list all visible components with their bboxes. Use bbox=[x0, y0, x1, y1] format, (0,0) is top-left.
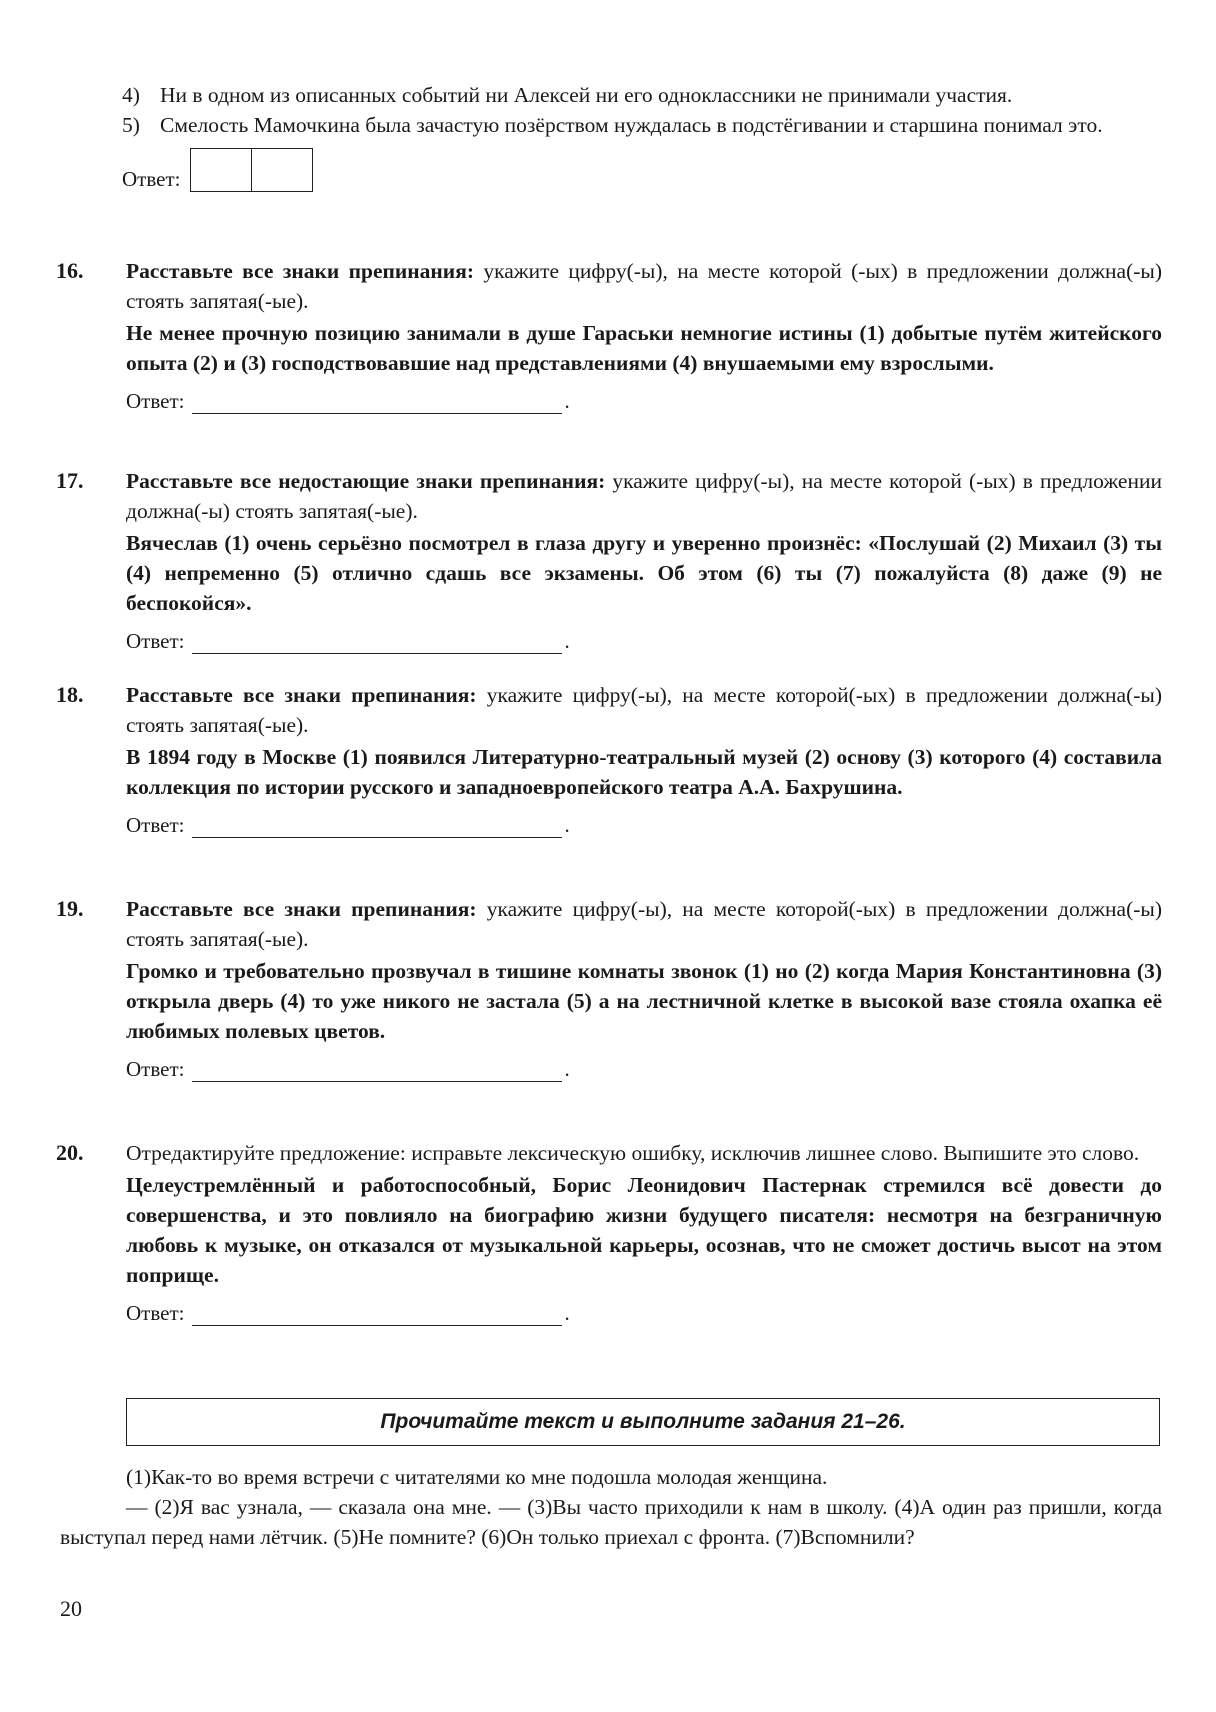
task-number: 20. bbox=[56, 1140, 84, 1165]
option-number: 5) bbox=[122, 113, 140, 137]
page-number: 20 bbox=[60, 1596, 82, 1621]
instruction-bold: Расставьте все недостающие знаки препинания: bbox=[126, 469, 606, 493]
task-instruction bbox=[126, 256, 1162, 316]
task-18 bbox=[56, 680, 1162, 838]
reading-paragraph: — (2)Я вас узнала, — сказала она мне. — (3)Вы часто приходили к нам в школу. (4)А один раз пришли, когда выступал перед нами лётчик. (5)Не помните? (6)Он только приехал с фронта. (7)Вспомнили? bbox=[60, 1495, 1162, 1549]
instruction-text: Отредактируйте предложение: исправьте лексическую ошибку, исключив лишнее слово. Выпишите это слово. bbox=[126, 1141, 1140, 1165]
reading-text bbox=[60, 1462, 1162, 1552]
task-instruction bbox=[126, 1138, 1162, 1168]
instruction-bold: Расставьте все знаки препинания: bbox=[126, 897, 477, 921]
answer-line[interactable] bbox=[192, 1059, 562, 1082]
answer-line-row bbox=[126, 1052, 1162, 1082]
task-15-answer bbox=[122, 146, 1162, 192]
instruction-bold: Расставьте все знаки препинания: bbox=[126, 259, 474, 283]
answer-line-row bbox=[126, 1296, 1162, 1326]
task-17 bbox=[56, 466, 1162, 654]
task-20 bbox=[56, 1138, 1162, 1326]
answer-line-row bbox=[126, 808, 1162, 838]
task-19 bbox=[56, 894, 1162, 1082]
reading-instruction-banner: Прочитайте текст и выполните задания 21–26. bbox=[126, 1398, 1160, 1446]
answer-period: . bbox=[564, 1057, 570, 1081]
answer-line-row bbox=[126, 624, 1162, 654]
task-instruction bbox=[126, 466, 1162, 526]
task-16 bbox=[56, 256, 1162, 414]
answer-box-2[interactable] bbox=[251, 149, 312, 191]
answer-period: . bbox=[564, 813, 570, 837]
instruction-text: укажите цифру(-ы), на месте которой (-ых) в предложении должна(-ы) стоять запятая(-ые). bbox=[126, 259, 1163, 313]
answer-boxes[interactable] bbox=[190, 148, 313, 192]
instruction-text: укажите цифру(-ы), на месте которой(-ых) в предложении должна(-ы) стоять запятая(-ые). bbox=[126, 897, 1163, 951]
answer-label: Ответ: bbox=[126, 813, 185, 837]
instruction-bold: Расставьте все знаки препинания: bbox=[126, 683, 477, 707]
task-sentence: Громко и требовательно прозвучал в тишине комнаты звонок (1) но (2) когда Мария Константиновна (3) открыла дверь (4) то уже никого не застала (5) а на лестничной клетке в высокой вазе стояла охапка её любимых полевых цветов. bbox=[126, 959, 1162, 1043]
option-5 bbox=[122, 110, 1162, 140]
answer-period: . bbox=[564, 389, 570, 413]
task-number: 16. bbox=[56, 258, 84, 283]
answer-label: Ответ: bbox=[126, 1057, 185, 1081]
task-number: 19. bbox=[56, 896, 84, 921]
task-sentence: Целеустремлённый и работоспособный, Борис Леонидович Пастернак стремился всё довести до совершенства, и это повлияло на биографию жизни будущего писателя: несмотря на безграничную любовь к музыке, он отказался от музыкальной карьеры, осознав, что не сможет достичь высот на этом поприще. bbox=[126, 1173, 1162, 1287]
answer-period: . bbox=[564, 1301, 570, 1325]
answer-period: . bbox=[564, 629, 570, 653]
option-text: Ни в одном из описанных событий ни Алексей ни его одноклассники не принимали участия. bbox=[160, 83, 1013, 107]
task-sentence: Вячеслав (1) очень серьёзно посмотрел в глаза другу и уверенно произнёс: «Послушай (2) Михаил (3) ты (4) непременно (5) отлично сдашь все экзамены. Об этом (6) ты (7) пожалуйста (8) даже (9) не беспокойся». bbox=[126, 531, 1162, 615]
answer-label: Ответ: bbox=[122, 167, 181, 191]
task-sentence: В 1894 году в Москве (1) появился Литературно-театральный музей (2) основу (3) которого (4) составила коллекция по истории русского и западноевропейского театра А.А. Бахрушина. bbox=[126, 745, 1162, 799]
answer-line[interactable] bbox=[192, 1303, 562, 1326]
answer-label: Ответ: bbox=[126, 629, 185, 653]
task-instruction bbox=[126, 680, 1162, 740]
instruction-text: укажите цифру(-ы), на месте которой(-ых) в предложении должна(-ы) стоять запятая(-ые). bbox=[126, 683, 1163, 737]
task-number: 17. bbox=[56, 468, 84, 493]
task-sentence: Не менее прочную позицию занимали в душе Гараськи немногие истины (1) добытые путём житейского опыта (2) и (3) господствовавшие над представлениями (4) внушаемыми ему взрослыми. bbox=[126, 321, 1162, 375]
task-number: 18. bbox=[56, 682, 84, 707]
instruction-text: укажите цифру(-ы), на месте которой (-ых) в предложении должна(-ы) стоять запятая(-ые). bbox=[126, 469, 1162, 523]
option-4 bbox=[122, 80, 1162, 110]
answer-line[interactable] bbox=[192, 631, 562, 654]
answer-box-1[interactable] bbox=[191, 149, 251, 191]
answer-line[interactable] bbox=[192, 391, 562, 414]
answer-label: Ответ: bbox=[126, 389, 185, 413]
task-instruction bbox=[126, 894, 1162, 954]
option-number: 4) bbox=[122, 83, 140, 107]
answer-line-row bbox=[126, 384, 1162, 414]
option-text: Смелость Мамочкина была зачастую позёрством нуждалась в подстёгивании и старшина понимал это. bbox=[160, 113, 1103, 137]
answer-label: Ответ: bbox=[126, 1301, 185, 1325]
answer-options bbox=[122, 80, 1162, 192]
reading-paragraph: (1)Как-то во время встречи с читателями ко мне подошла молодая женщина. bbox=[126, 1465, 828, 1489]
answer-line[interactable] bbox=[192, 815, 562, 838]
